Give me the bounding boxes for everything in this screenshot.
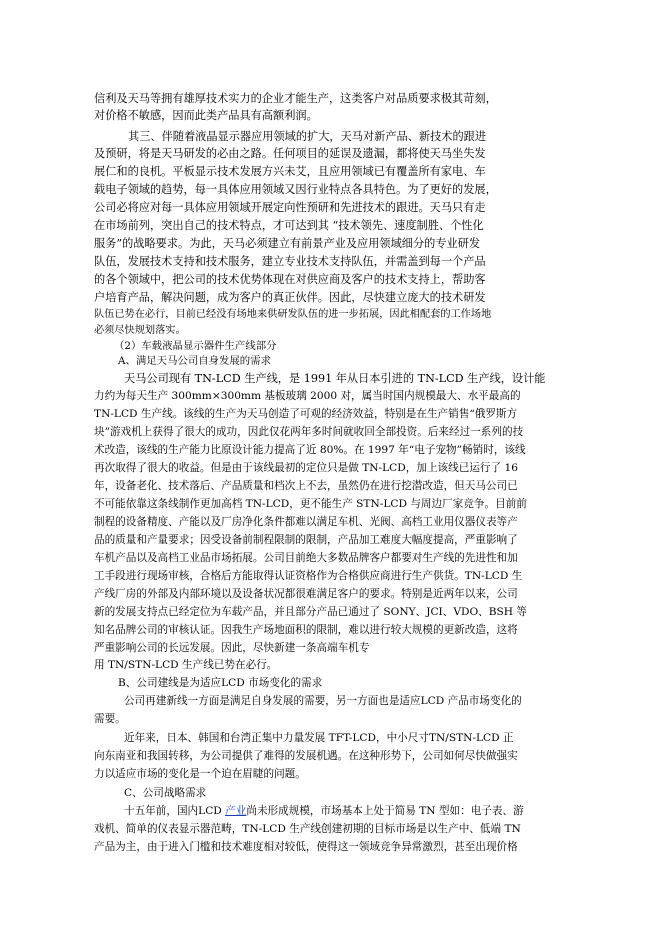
text-line: 新的发展支持点已经定位为车载产品，并且部分产品已通过了 SONY、JCI、VDO、BSH 等 [94,606,527,618]
text-line: 队伍，发展技术支持和技术服务，建立专业技术支持队伍，并需盖到每一个产品 [94,255,486,268]
text-line: 产品为主，由于进入门槛和技术难度相对较低，使得这一领域竞争异常激烈，甚至出现价格 [94,841,518,853]
text-line: 工手段进行现场审核，合格后方能取得认证资格作为合格供应商进行生产供货。TN-LCD 生 [94,570,523,582]
text-line: 户培育产品，解决问题，成为客户的真正伙伴。因此，尽快建立庞大的技术研发 [94,291,486,304]
text-line: 展仁和的良机。平板显示技术发展方兴未艾，且应用领域已有覆盖所有家电、车 [94,165,486,178]
paragraph-start: 公司再建新线一方面是满足自身发展的需要，另一方面也是适应LCD 产品市场变化的 [124,695,522,707]
text-line: 及预研，将是天马研发的必由之路。任何项目的延误及遗漏，都将使天马坐失发 [94,147,486,160]
subsection-heading: B、公司建线是为适应LCD 市场变化的需求 [118,677,323,689]
text-line: 需要。 [94,713,126,725]
text-line: 车机产品以及高档工业品市场拓展。公司目前绝大多数品牌客户都要对生产线的先进性和加 [94,552,518,564]
text-line: 术改造，该线的生产能力比原设计能力提高了近 80%。在 1997 年“电子宠物”畅销时，该线 [94,444,526,456]
text-line: 产线厂房的外部及内部环境以及设备状况都很难满足客户的要求。特别是近两年以来，公司 [94,588,518,600]
text-line: 必须尽快规划落实。 [94,325,186,336]
text-line: 信利及天马等拥有雄厚技术实力的企业才能生产，这类客户对品质要求极其苛刻， [94,92,497,105]
text-line: 不可能依靠这条线制作更加高档 TN-LCD，更不能生产 STN-LCD 与周边厂家竞争。目前前 [94,498,527,510]
subsection-heading: A、满足天马公司自身发展的需求 [118,355,271,367]
paragraph-start [124,804,524,818]
text-line: 力以适应市场的变化是一个迫在眉睫的问题。 [94,768,306,780]
text-line: 知名品牌公司的审核认证。因我生产场地面积的限制，难以进行较大规模的更新改造，这将 [94,624,518,636]
text-line: 的各个领域中，把公司的技术优势体现在对供应商及客户的技术支持上，帮助客 [94,273,486,286]
subsection-heading: C、公司战略需求 [124,787,207,799]
paragraph-start: 近年来，日本、韩国和台湾正集中力量发展 TFT-LCD，中小尺寸TN/STN-LCD 正 [124,732,514,744]
text-line: 队伍已势在必行，目前已经没有场地来供研发队伍的进一步拓展，因此相配套的工作场地 [94,309,492,320]
text-line: 对价格不敏感，因而此类产品具有高额利润。 [94,109,318,122]
text-line: 公司必将应对每一具体应用领域开展定向性预研和先进技术的跟进。天马只有走 [94,201,486,214]
text-line: 在市场前列，突出自己的技术特点，才可达到其 “技术领先、速度制胜、个性化 [94,219,484,232]
text-line: 载电子领域的趋势，每一具体应用领域又因行业特点各具特色。为了更好的发展， [94,183,497,196]
paragraph-start: 其三、伴随着液晶显示器应用领域的扩大，天马对新产品、新技术的跟进 [128,130,487,143]
industry-link[interactable]: 产业 [225,805,247,817]
text-line: 再次取得了很大的收益。但是由于该线最初的定位只是做 TN-LCD，加上该线已运行了 16 [94,462,518,474]
text-span: 尚未形成规模，市场基本上处于简易 TN 型如：电子表、游 [246,805,524,817]
section-heading: （2）车载液晶显示器件生产线部分 [114,340,277,352]
text-line: 块”游戏机上获得了很大的成功，因此仅花两年多时间就收回全部投资。后来经过一系列的技 [94,426,524,438]
text-line: 服务”的战略要求。为此，天马必须建立有前景产业及应用领域细分的专业研发 [94,237,481,250]
text-line: 品的质量和产量要求；因受设备前制程限制的限制，产品加工难度大幅度提高，严重影响了 [94,534,518,546]
text-span: 十五年前，国内LCD [124,805,226,817]
text-line: 严重影响公司的长远发展。因此，尽快新建一条高端车机专 [94,642,370,654]
text-line: TN-LCD 生产线。该线的生产为天马创造了可观的经济效益，特别是在生产销售“俄罗斯方 [94,408,518,420]
paragraph-start: 天马公司现有 TN-LCD 生产线，是 1991 年从日本引进的 TN-LCD 生产线，设计能 [124,372,546,385]
text-line: 年，设备老化、技术落后、产品质量和档次上不去，虽然仍在进行挖潜改造，但天马公司已 [94,480,518,492]
text-line: 制程的设备精度、产能以及厂房净化条件都难以满足车机、光阀、高档工业用仪器仪表等产 [94,516,518,528]
text-line: 用 TN/STN-LCD 生产线已势在必行。 [94,659,278,671]
text-line: 向东南亚和我国转移，为公司提供了难得的发展机遇。在这种形势下，公司如何尽快做强实 [94,750,518,762]
text-line: 力约为每天生产 300mm×300mm 基板玻璃 2000 对，属当时国内规模最大、水平最高的 [94,390,521,402]
text-line: 戏机、简单的仪表显示器范畴，TN-LCD 生产线创建初期的目标市场是以生产中、低端 TN [94,823,521,835]
